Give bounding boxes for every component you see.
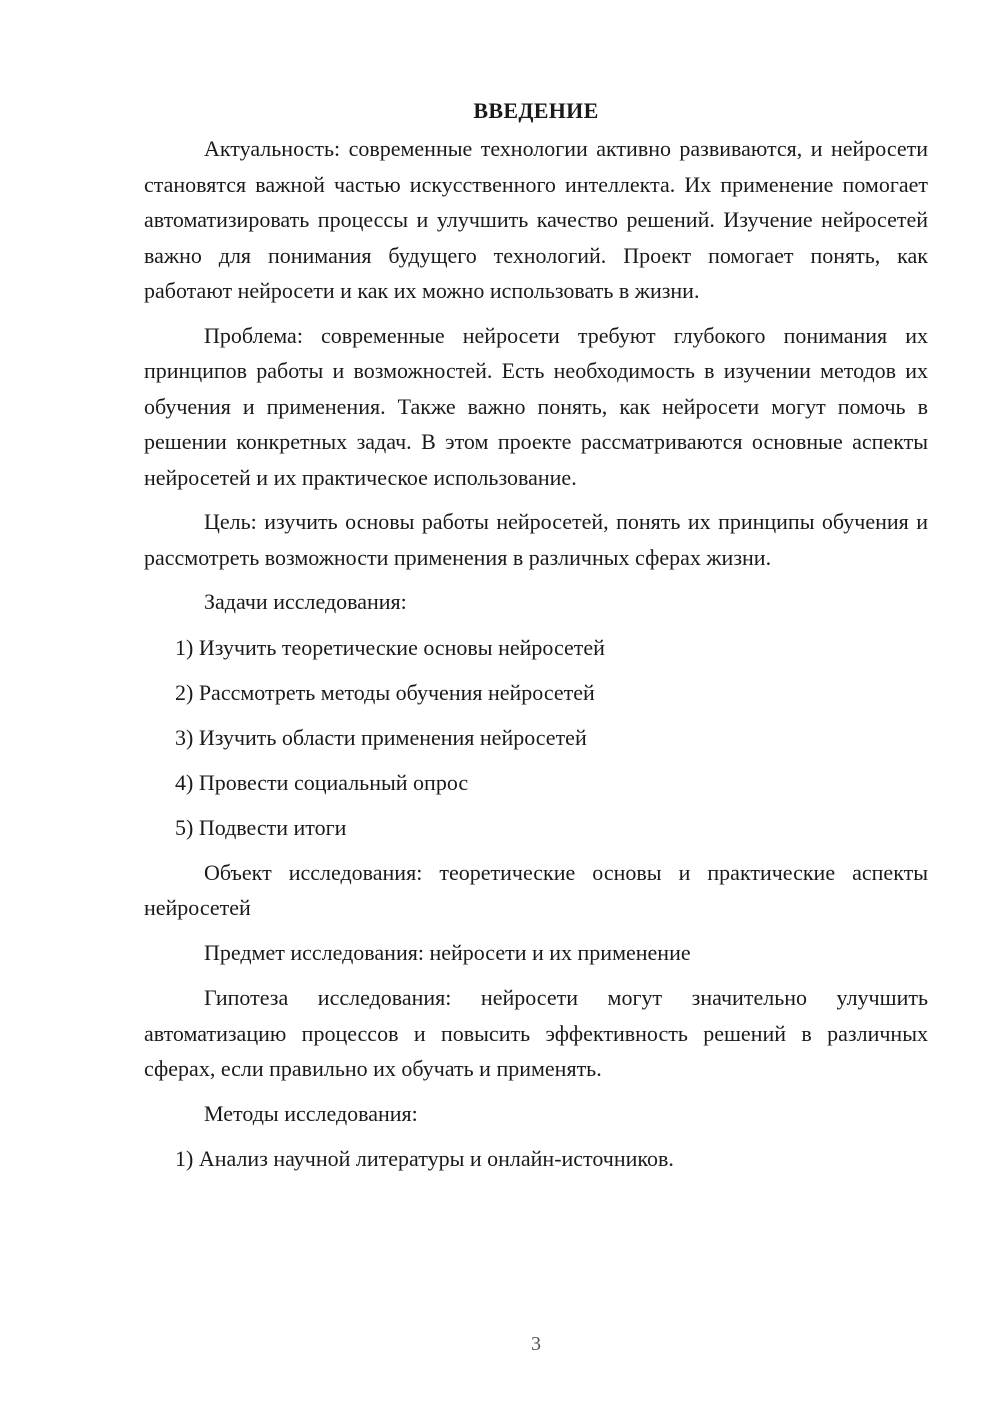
list-item: 3) Изучить области применения нейросетей xyxy=(175,724,587,750)
section-title: ВВЕДЕНИЕ xyxy=(473,98,599,123)
tasks-heading: Задачи исследования: xyxy=(204,589,407,614)
page-number: 3 xyxy=(531,1333,541,1355)
object-paragraph: Объект исследования: теоретические основы и практические аспекты нейросетей xyxy=(144,859,928,920)
relevance-paragraph: Актуальность: современные технологии активно развиваются, и нейросети становятся важной частью искусственного интеллекта. Их применение помогает автоматизировать процессы и улучшить качество решений. Изучение нейросетей важно для понимания будущего технологий. Проект помогает понять, как работают нейросети и как их можно использовать в жизни. xyxy=(144,136,928,303)
methods-heading: Методы исследования: xyxy=(204,1100,418,1126)
subject-paragraph: Предмет исследования: нейросети и их применение xyxy=(204,939,691,965)
goal-paragraph: Цель: изучить основы работы нейросетей, понять их принципы обучения и рассмотреть возможности применения в различных сферах жизни. xyxy=(144,509,928,570)
list-item: 1) Изучить теоретические основы нейросетей xyxy=(175,634,605,660)
hypothesis-paragraph: Гипотеза исследования: нейросети могут значительно улучшить автоматизацию процессов и повысить эффективность решений в различных сферах, если правильно их обучать и применять. xyxy=(144,985,928,1081)
problem-paragraph: Проблема: современные нейросети требуют глубокого понимания их принципов работы и возможностей. Есть необходимость в изучении методов их обучения и применения. Также важно понять, как нейросети могут помочь в решении конкретных задач. В этом проекте рассматриваются основные аспекты нейросетей и их практическое использование. xyxy=(144,322,928,490)
list-item: 5) Подвести итоги xyxy=(175,814,347,840)
methods-list xyxy=(144,1141,928,1177)
document-page xyxy=(144,96,928,1186)
list-item: 2) Рассмотреть методы обучения нейросетей xyxy=(175,679,595,705)
tasks-list xyxy=(144,630,928,846)
list-item: 4) Провести социальный опрос xyxy=(175,769,469,795)
list-item: 1) Анализ научной литературы и онлайн-источников. xyxy=(175,1146,674,1171)
